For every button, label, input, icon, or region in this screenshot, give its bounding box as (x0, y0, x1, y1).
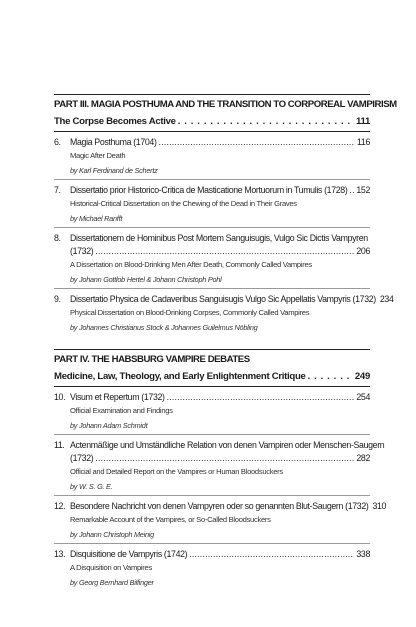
entry-body (70, 391, 370, 434)
entry-page-number: 116 (357, 137, 370, 147)
entry-title: (1732) (70, 246, 94, 256)
entry-number: 8. (54, 233, 61, 243)
table-of-contents (54, 94, 397, 591)
entry-title: Disquisitione de Vampyris (1742) (70, 549, 188, 559)
entry-translation: Historical-Critical Dissertation on the Chewing of the Dead in Their Graves (70, 199, 297, 208)
entry-number: 7. (54, 185, 61, 195)
entry-author: by Johann Gottlob Hertel & Johann Christoph Pohl (70, 275, 222, 284)
entry-author: by Karl Ferdinand de Schertz (70, 166, 158, 175)
section-heading (54, 115, 370, 132)
entry-translation: A Dissertation on Blood-Drinking Men After Death, Commonly Called Vampires (70, 260, 312, 269)
toc-entry (54, 439, 385, 496)
entry-author: by Georg Bernhard Bilfinger (70, 578, 154, 587)
entry-page-number: 310 (372, 501, 387, 511)
dot-leader (178, 115, 354, 129)
entry-translation: Magic After Death (70, 151, 126, 160)
entry-title: Dissertatio prior Historico-Critica de Masticatione Mortuorum in Tumulis (1728) (70, 185, 348, 195)
entry-title-line (70, 184, 370, 197)
entry-page-number: 234 (379, 294, 394, 304)
dot-leader (189, 548, 354, 561)
entry-body (70, 232, 370, 288)
entry-title-line (70, 232, 370, 245)
entry-title: Dissertationem de Hominibus Post Mortem Sanguisugis, Vulgo Sic Dictis Vampyren (70, 233, 368, 243)
toc-entry (54, 548, 370, 591)
entry-page-number: 282 (356, 453, 370, 463)
entry-author: by Michael Ranfft (70, 214, 123, 223)
entry-title-line (70, 452, 370, 465)
entry-body (70, 439, 385, 495)
entry-title-line (70, 136, 370, 149)
entry-number: 11. (54, 440, 65, 450)
entry-title-line (70, 500, 387, 513)
toc-entry (54, 184, 370, 228)
entry-title: Dissertatio Physica de Cadaveribus Sanguisugis Vulgo Sic Appellatis Vampyris (1732) (70, 294, 376, 304)
entry-number: 12. (54, 501, 66, 511)
section-page-number: 249 (354, 371, 370, 382)
toc-entry (54, 136, 370, 180)
entry-translation: Physical Dissertation on Blood-Drinking Corpses, Commonly Called Vampires (70, 308, 310, 317)
entry-title-line (70, 245, 370, 258)
section-title: The Corpse Becomes Active (54, 116, 176, 127)
entry-page-number: 254 (356, 392, 370, 402)
entry-translation: Official Examination and Findings (70, 406, 173, 415)
entry-title-line (70, 391, 370, 404)
part-spacer (54, 336, 370, 349)
entry-title-line (70, 439, 385, 452)
entry-number: 10. (54, 392, 66, 402)
entry-title: Actenmäßige und Umständliche Relation von denen Vampiren oder Menschen-Saugern (70, 440, 385, 450)
part-header: PART IV. THE HABSBURG VAMPIRE DEBATES (54, 349, 370, 366)
entry-number: 6. (54, 137, 61, 147)
entry-body (70, 136, 370, 179)
entry-translation: Remarkable Account of the Vampires, or So-Called Bloodsuckers (70, 515, 271, 524)
entry-author: by Johann Christoph Meinig (70, 530, 154, 539)
entry-body (70, 548, 370, 591)
dot-leader (159, 136, 355, 149)
section-title: Medicine, Law, Theology, and Early Enlightenment Critique (54, 371, 306, 382)
entry-author: by W. S. G. E. (70, 482, 113, 491)
entry-title: Besondere Nachricht von denen Vampyren oder so genannten Blut-Saugern (1732) (70, 501, 369, 511)
toc-entry (54, 232, 370, 289)
entry-page-number: 206 (356, 246, 370, 256)
entry-page-number: 338 (356, 549, 370, 559)
section-heading (54, 370, 370, 387)
dot-leader (308, 370, 353, 384)
entry-body (70, 293, 394, 336)
entry-title: Visum et Repertum (1732) (70, 392, 165, 402)
toc-entry (54, 391, 370, 435)
entry-translation: Official and Detailed Report on the Vampires or Human Bloodsuckers (70, 467, 283, 476)
entry-title-line (70, 548, 370, 561)
entry-body (70, 184, 370, 227)
entry-author: by Johannes Christianus Stock & Johannes Guilelmus Nöbling (70, 323, 258, 332)
entry-body (70, 500, 387, 543)
entry-title-line (70, 293, 394, 306)
part-header: PART III. MAGIA POSTHUMA AND THE TRANSITION TO CORPOREAL VAMPIRISM (54, 94, 370, 111)
dot-leader (95, 452, 354, 465)
toc-entry (54, 293, 394, 336)
entry-page-number: 152 (356, 185, 370, 195)
section-page-number: 111 (355, 116, 370, 127)
entry-number: 13. (54, 549, 66, 559)
entry-number: 9. (54, 294, 61, 304)
entry-translation: A Disquisition on Vampires (70, 563, 152, 572)
dot-leader (349, 184, 354, 197)
entry-title: (1732) (70, 453, 94, 463)
entry-author: by Johann Adam Schmidt (70, 421, 148, 430)
toc-entry (54, 500, 387, 544)
entry-title: Magia Posthuma (1704) (70, 137, 157, 147)
dot-leader (95, 245, 354, 258)
dot-leader (167, 391, 355, 404)
